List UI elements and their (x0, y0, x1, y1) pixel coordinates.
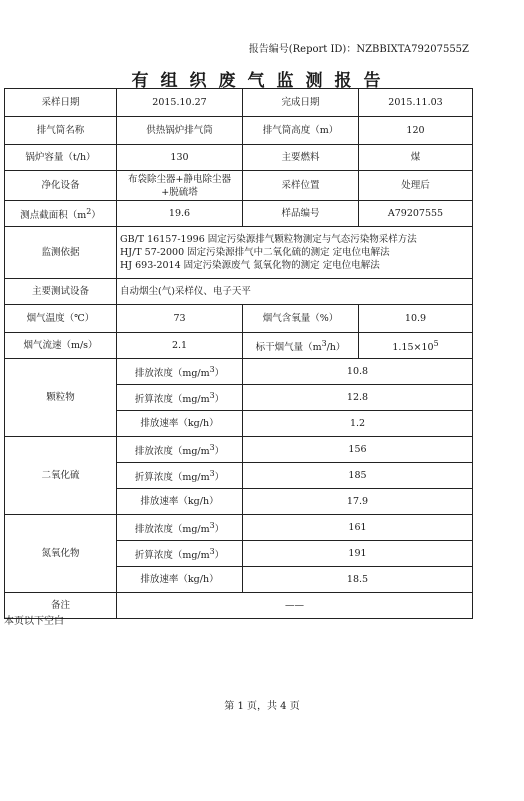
table-row (5, 279, 473, 305)
table-row (5, 201, 473, 227)
pollutant-name: 颗粒物 (5, 359, 117, 437)
remarks-value: —— (117, 593, 473, 619)
sampling-date-label: 采样日期 (5, 89, 117, 117)
metric-value: 1.2 (243, 411, 473, 437)
basis-line: HJ/T 57-2000 固定污染源排气中二氧化硫的测定 定电位电解法 (120, 247, 390, 258)
metric-label: 排放浓度$(mg/m^3)$ (117, 359, 243, 385)
metric-label: 排放速率（kg/h） (117, 567, 243, 593)
metric-label: 排放速率（kg/h） (117, 489, 243, 515)
sample-no-value: A79207555 (359, 201, 473, 227)
metric-label: 折算浓度$(mg/m^3)$ (117, 385, 243, 411)
metric-value: 191 (243, 541, 473, 567)
stack-name-value: 供热锅炉排气筒 (117, 117, 243, 145)
report-title: 有组织废气监测报告 (131, 71, 393, 91)
main-fuel-label: 主要燃料 (243, 145, 359, 171)
table-row (5, 593, 473, 619)
table-row (5, 515, 473, 541)
oxygen-label: 烟气含氧量（%） (243, 305, 359, 333)
page-number: 第 1 页，共 4 页 (224, 701, 300, 712)
sampling-date-value: 2015.10.27 (117, 89, 243, 117)
sample-no-label: 样品编号 (243, 201, 359, 227)
report-id: 报告编号(Report ID)：NZBBIXTA79207555Z (248, 44, 469, 55)
flow-speed-value: 2.1 (117, 333, 243, 359)
metric-label: 折算浓度$(mg/m^3)$ (117, 541, 243, 567)
table-row (5, 145, 473, 171)
metric-value: 161 (243, 515, 473, 541)
table-row (5, 171, 473, 201)
purification-label: 净化设备 (5, 171, 117, 201)
purification-value: 布袋除尘器+静电除尘器+脱硫塔 (117, 171, 243, 201)
remarks-label: 备注 (5, 593, 117, 619)
flow-speed-label: 烟气流速（m/s） (5, 333, 117, 359)
blank-note: 本页以下空白 (4, 616, 64, 627)
equipment-label: 主要测试设备 (5, 279, 117, 305)
basis-value (117, 227, 473, 279)
basis-line: GB/T 16157-1996 固定污染源排气颗粒物测定与气态污染物采样方法 (120, 234, 417, 245)
table-row (5, 89, 473, 117)
completion-date-value: 2015.11.03 (359, 89, 473, 117)
std-flow-label: 标干烟气量$(m^3/h)$ (243, 333, 359, 359)
equipment-value: 自动烟尘(气)采样仪、电子天平 (117, 279, 473, 305)
main-fuel-value: 煤 (359, 145, 473, 171)
table-row (5, 227, 473, 279)
metric-value: 10.8 (243, 359, 473, 385)
pollutant-name: 氮氧化物 (5, 515, 117, 593)
table-row (5, 333, 473, 359)
basis-label: 监测依据 (5, 227, 117, 279)
monitoring-table (4, 88, 473, 619)
table-row (5, 437, 473, 463)
flue-temp-label: 烟气温度（℃） (5, 305, 117, 333)
boiler-capacity-label: 锅炉容量（t/h） (5, 145, 117, 171)
metric-value: 18.5 (243, 567, 473, 593)
metric-value: 12.8 (243, 385, 473, 411)
section-area-value: 19.6 (117, 201, 243, 227)
table-row (5, 305, 473, 333)
metric-label: 排放速率（kg/h） (117, 411, 243, 437)
oxygen-value: 10.9 (359, 305, 473, 333)
stack-height-value: 120 (359, 117, 473, 145)
table-row (5, 359, 473, 385)
std-flow-value: $1.15\times 10^5$ (359, 333, 473, 359)
completion-date-label: 完成日期 (243, 89, 359, 117)
metric-label: 排放浓度$(mg/m^3)$ (117, 515, 243, 541)
metric-label: 排放浓度$(mg/m^3)$ (117, 437, 243, 463)
stack-name-label: 排气筒名称 (5, 117, 117, 145)
metric-value: 17.9 (243, 489, 473, 515)
stack-height-label: 排气筒高度（m） (243, 117, 359, 145)
metric-value: 185 (243, 463, 473, 489)
sampling-position-label: 采样位置 (243, 171, 359, 201)
boiler-capacity-value: 130 (117, 145, 243, 171)
table-row (5, 117, 473, 145)
metric-label: 折算浓度$(mg/m^3)$ (117, 463, 243, 489)
basis-line: HJ 693-2014 固定污染源废气 氮氧化物的测定 定电位电解法 (120, 260, 380, 271)
flue-temp-value: 73 (117, 305, 243, 333)
sampling-position-value: 处理后 (359, 171, 473, 201)
pollutant-name: 二氧化硫 (5, 437, 117, 515)
metric-value: 156 (243, 437, 473, 463)
section-area-label: 测点截面积$(m^2)$ (5, 201, 117, 227)
